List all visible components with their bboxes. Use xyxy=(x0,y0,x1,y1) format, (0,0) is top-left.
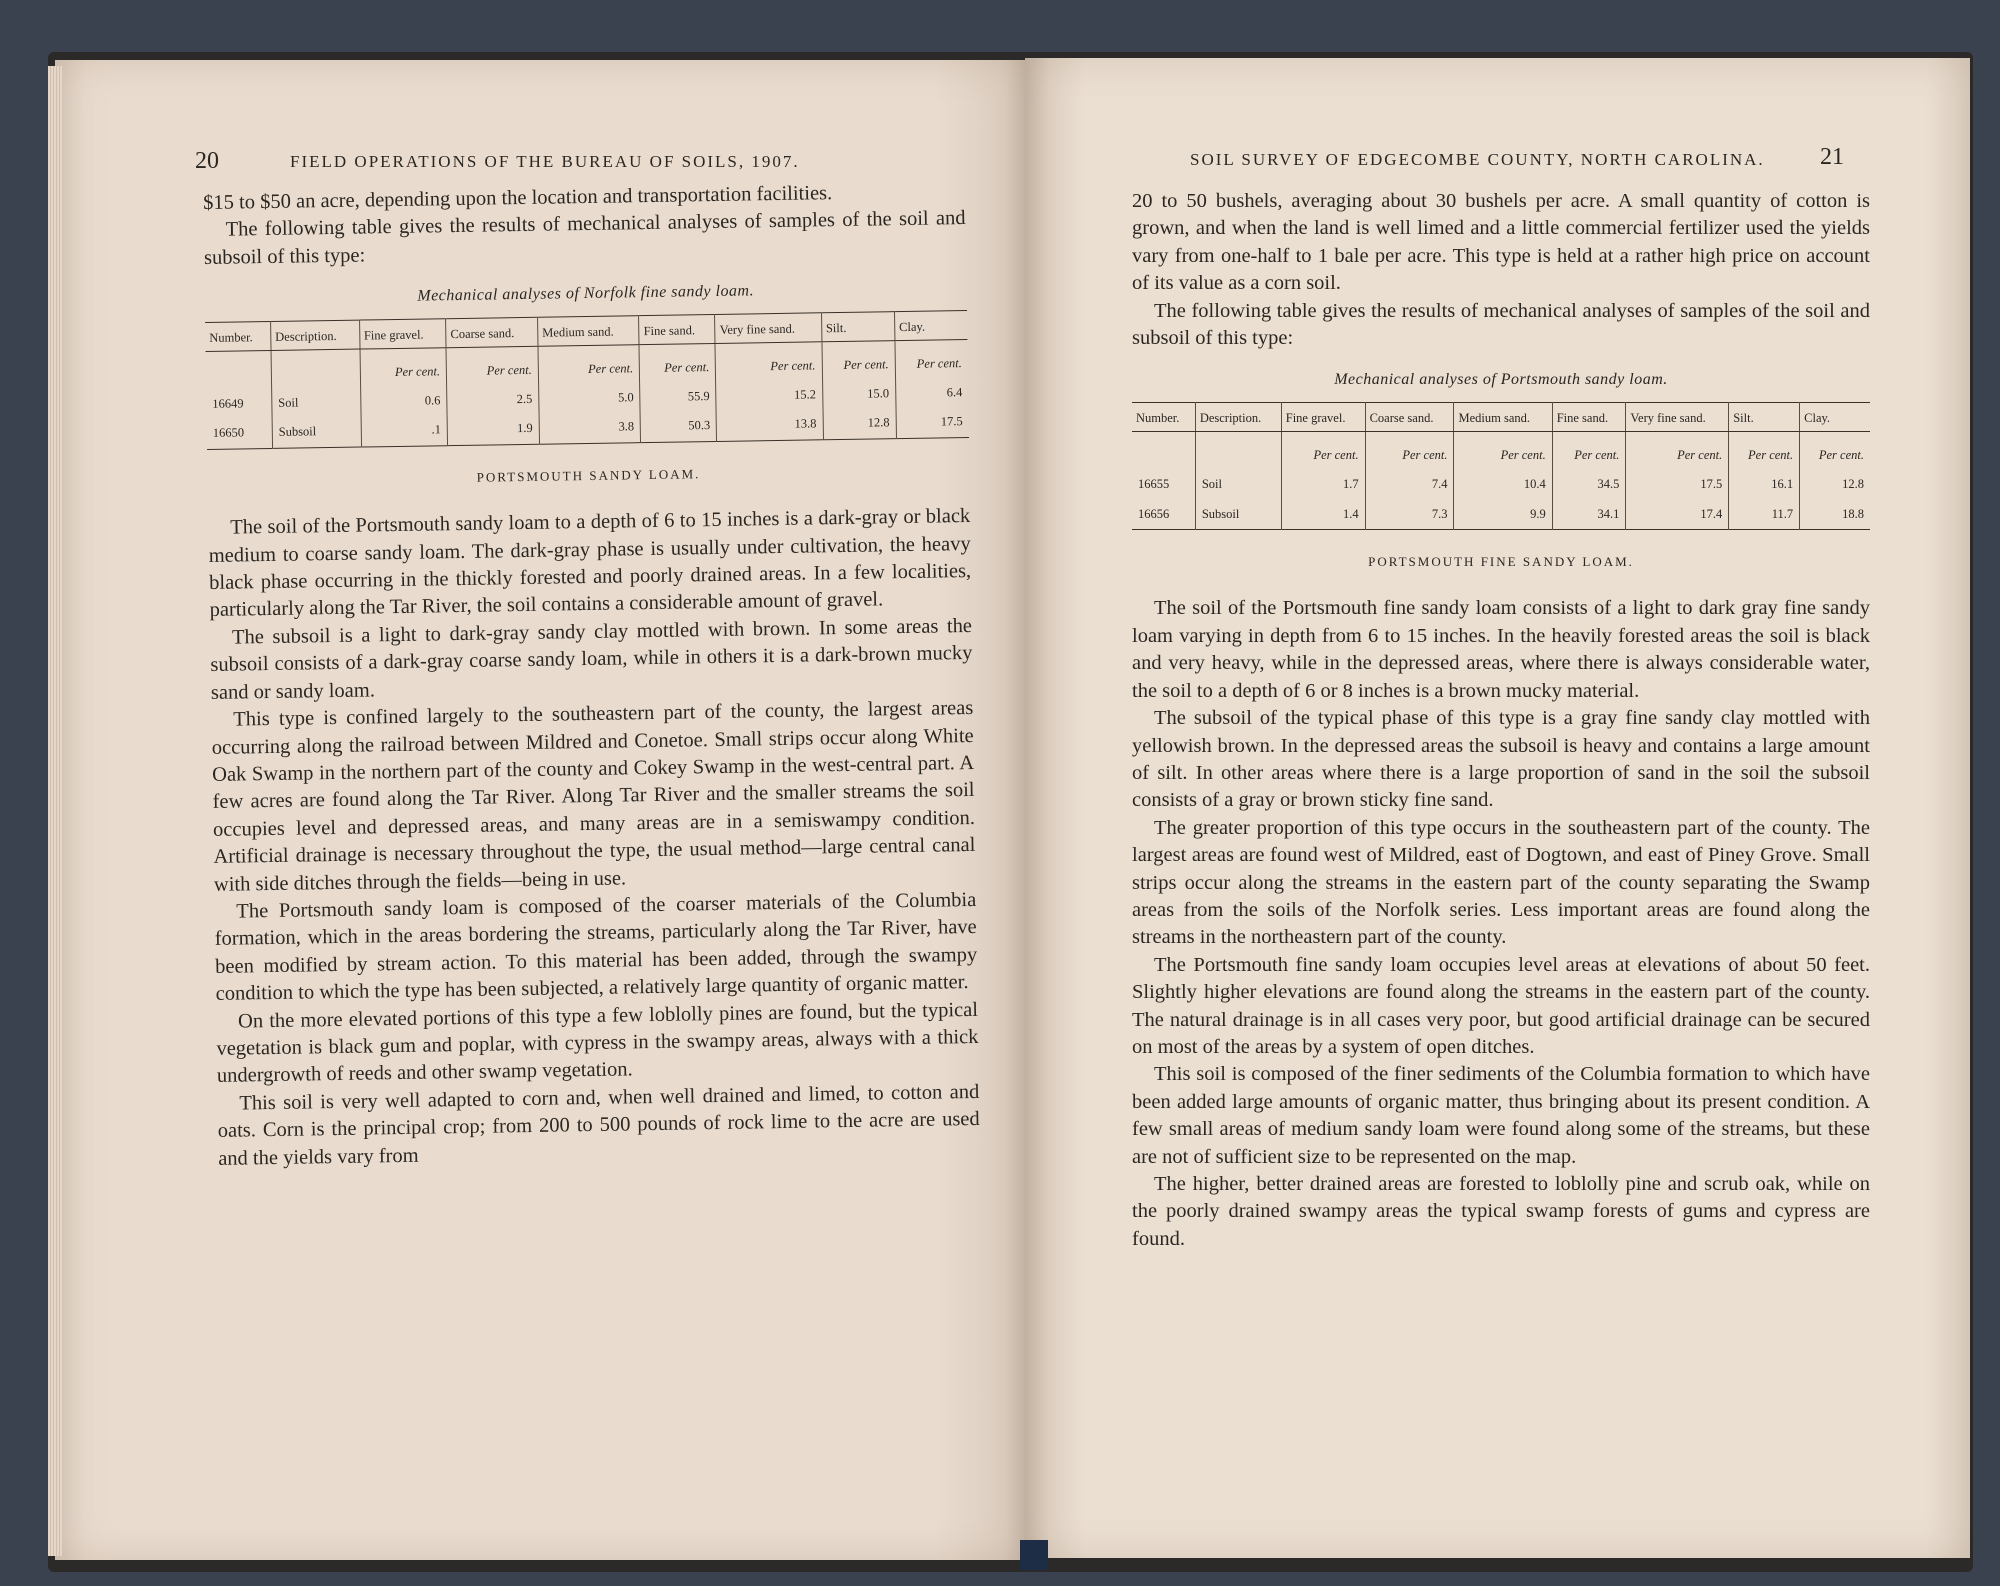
table-cell: 18.8 xyxy=(1800,500,1870,530)
paragraph: This soil is very well adapted to corn and, when well drained and limed, to cotton and oats. Corn is the principal crop; from 200 to 500 pounds of rock lime to the acre are used and the yields vary from xyxy=(217,1080,980,1170)
right-page xyxy=(1025,58,1970,1558)
table-cell: 1.4 xyxy=(1281,500,1365,530)
table-cell: 3.8 xyxy=(539,413,641,444)
table-cell: Per cent. xyxy=(822,340,896,380)
units-row xyxy=(1132,431,1870,470)
paragraph: This soil is composed of the finer sediments of the Columbia formation to which have been added large amounts of organic matter, thus bringing about its present condition. A few small areas of medium sandy loam were found along some of the streams, but these are not of sufficient size to be represented on the map. xyxy=(1132,1063,1870,1168)
table-cell: Per cent. xyxy=(360,347,447,387)
table-cell: 55.9 xyxy=(640,382,717,413)
table-cell: 15.2 xyxy=(716,380,823,411)
table-cell: Per cent. xyxy=(1454,431,1552,470)
column-header: Coarse sand. xyxy=(1365,402,1454,431)
sample-number: 16655 xyxy=(1138,477,1170,492)
table-cell: 1.9 xyxy=(447,414,539,445)
column-header: Fine gravel. xyxy=(359,318,446,348)
table-cell: Per cent. xyxy=(1626,431,1729,470)
paragraph: The soil of the Portsmouth sandy loam to a depth of 6 to 15 inches is a dark-gray or black medium to coarse sandy loam. The dark-gray phase is usually under cultivation, the heavy black phase occurring in the thickly forested and poorly drained areas. In a few localities, particularly along the Tar River, the soil contains a considerable amount of gravel. xyxy=(208,505,972,622)
sample-number: 16650 xyxy=(212,425,245,441)
table-cell: Per cent. xyxy=(1800,431,1870,470)
table-header-row xyxy=(1132,402,1870,431)
analysis-table-norfolk xyxy=(205,310,969,450)
column-header: Medium sand. xyxy=(537,315,639,346)
table-row xyxy=(1132,500,1870,530)
column-header: Coarse sand. xyxy=(446,317,538,347)
table-cell: .1 xyxy=(361,416,448,447)
left-page xyxy=(55,60,1025,1560)
table-cell: 2.5 xyxy=(447,385,539,416)
sample-description: Soil xyxy=(1195,470,1281,499)
table-cell: 17.4 xyxy=(1626,500,1729,530)
right-text-block xyxy=(1132,188,1870,1253)
paragraph: The soil of the Portsmouth fine sandy loam consists of a light to dark gray fine sandy loam varying in depth from 6 to 15 inches. In the heavily forested areas the soil is black and very heavy, while in the depressed areas, where there is always considerable water, the soil to a depth of 6 or 8 inches is a brown mucky material. xyxy=(1132,597,1870,702)
paragraph: The higher, better drained areas are forested to loblolly pine and scrub oak, while on the poorly drained swampy areas the typical swamp forests of gums and cypress are found. xyxy=(1132,1173,1870,1250)
table-cell xyxy=(1132,431,1195,470)
table-cell: 1.7 xyxy=(1281,470,1365,499)
table-cell: 0.6 xyxy=(360,386,447,417)
column-header: Very fine sand. xyxy=(715,312,822,343)
table-caption: Mechanical analyses of Norfolk fine sandy loam. xyxy=(417,282,755,305)
table-cell: 10.4 xyxy=(1454,470,1552,499)
column-header: Silt. xyxy=(821,311,895,341)
paragraph: This type is confined largely to the southeastern part of the county, the largest areas occurring along the railroad between Mildred and Conetoe. Small strips occur along White Oak Swamp in the northern part of the county and Cokey Swamp in the west-central part. A few acres are found along the Tar River. Along Tar River and the smaller streams the soil occupies level and depressed areas, and many areas are in a semiswampy condition. Artificial drainage is necessary throughout the type, the usual method—large central canal with side ditches through the fields—being in use. xyxy=(211,697,976,896)
sample-number: 16649 xyxy=(212,396,244,411)
table-cell: Per cent. xyxy=(446,346,538,386)
table-cell: 7.3 xyxy=(1365,500,1454,530)
paragraph: 20 to 50 bushels, averaging about 30 bushels per acre. A small quantity of cotton is grown, and when the land is well limed and a little commercial fertilizer used the yields vary from one-half to 1 bale per acre. This type is held at a rather high price on account of its value as a corn soil. xyxy=(1132,190,1870,295)
table-row xyxy=(1132,470,1870,499)
sample-description: Subsoil xyxy=(272,417,361,448)
sample-number: 16656 xyxy=(1138,506,1170,521)
table-cell: 6.4 xyxy=(895,378,968,409)
paragraph: $15 to $50 an acre, depending upon the location and transportation facilities. xyxy=(203,182,833,214)
column-header: Medium sand. xyxy=(1454,402,1552,431)
table-cell: 50.3 xyxy=(640,411,717,442)
table-cell: 7.4 xyxy=(1365,470,1454,499)
column-header: Number. xyxy=(205,321,271,351)
sample-description: Soil xyxy=(272,388,361,419)
table-cell: 15.0 xyxy=(822,379,896,410)
paragraph: The Portsmouth sandy loam is composed of the coarser materials of the Columbia formation, which in the areas bordering the streams, particularly along the Tar River, have been modified by stream action. To this material has been added, through the swampy condition to which the type has been subjected, a relatively large quantity of organic matter. xyxy=(214,888,978,1006)
section-heading: PORTSMOUTH FINE SANDY LOAM. xyxy=(1368,554,1634,570)
column-header: Description. xyxy=(270,320,359,350)
spine-binding xyxy=(1020,1540,1048,1570)
sample-description: Subsoil xyxy=(1195,500,1281,530)
table-cell: 11.7 xyxy=(1729,500,1800,530)
table-cell: Per cent. xyxy=(1365,431,1454,470)
paragraph: The Portsmouth fine sandy loam occupies level areas at elevations of about 50 feet. Slightly higher elevations are found along the streams in the eastern part of the county. The natural drainage is in all cases very poor, but good artificial drainage can be secured on most of the areas by a system of open ditches. xyxy=(1132,953,1870,1058)
table-cell: Per cent. xyxy=(639,343,716,383)
table-cell: 17.5 xyxy=(1626,470,1729,499)
table-cell: Per cent. xyxy=(1729,431,1800,470)
table-cell: Per cent. xyxy=(538,344,640,384)
column-header: Number. xyxy=(1132,402,1195,431)
column-header: Very fine sand. xyxy=(1626,402,1729,431)
column-header: Fine sand. xyxy=(639,314,716,344)
paragraph: The greater proportion of this type occurs in the southeastern part of the county. The largest areas are found west of Mildred, east of Dogtown, and east of Piney Grove. Small strips occur along the streams in the eastern part of the county separating the Swamp areas from the soils of the Norfolk series. Less important areas are found along the streams in the northeastern part of the county. xyxy=(1132,816,1870,949)
table-cell: Per cent. xyxy=(895,339,968,379)
left-page-number: 20 xyxy=(195,148,219,174)
paragraph: The subsoil of the typical phase of this type is a gray fine sandy clay mottled with yellowish brown. In the depressed areas the subsoil is heavy and contains a large amount of silt. In other areas where there is a large proportion of sand in the soil the subsoil consists of a gray or brown sticky fine sand. xyxy=(1132,707,1870,812)
table-cell: 17.5 xyxy=(896,407,969,438)
column-header: Clay. xyxy=(1800,402,1870,431)
table-cell: 9.9 xyxy=(1454,500,1552,530)
table-cell xyxy=(206,350,272,390)
column-header: Clay. xyxy=(894,310,967,340)
column-header: Silt. xyxy=(1729,402,1800,431)
table-cell: 5.0 xyxy=(539,383,641,414)
column-header: Fine sand. xyxy=(1552,402,1626,431)
paragraph: The subsoil is a light to dark-gray sandy clay mottled with brown. In some areas the subsoil consists of a dark-gray coarse sandy loam, while in others it is a dark-brown mucky sand or sandy loam. xyxy=(210,614,973,704)
left-text-block xyxy=(203,178,980,1173)
column-header: Description. xyxy=(1195,402,1281,431)
table-cell: Per cent. xyxy=(1281,431,1365,470)
paragraph: The following table gives the results of mechanical analyses of samples of the soil and subsoil of this type: xyxy=(203,207,966,269)
column-header: Fine gravel. xyxy=(1281,402,1365,431)
table-cell: 34.5 xyxy=(1552,470,1626,499)
paragraph: The following table gives the results of mechanical analyses of samples of the soil and subsoil of this type: xyxy=(1132,299,1870,350)
table-cell: 13.8 xyxy=(716,410,823,442)
table-cell: 12.8 xyxy=(823,409,897,440)
section-heading: PORTSMOUTH SANDY LOAM. xyxy=(476,466,701,485)
table-cell: 34.1 xyxy=(1552,500,1626,530)
left-running-head: FIELD OPERATIONS OF THE BUREAU OF SOILS, 1907. xyxy=(290,152,800,171)
paragraph: On the more elevated portions of this type a few loblolly pines are found, but the typical vegetation is black gum and poplar, with cypress in the swampy areas, always with a thick undergrowth of reeds and other swamp vegetation. xyxy=(216,998,979,1088)
table-cell: Per cent. xyxy=(1552,431,1626,470)
table-cell: Per cent. xyxy=(715,341,822,382)
table-caption: Mechanical analyses of Portsmouth sandy loam. xyxy=(1334,371,1668,389)
table-cell xyxy=(1195,431,1281,470)
table-cell xyxy=(271,349,360,389)
table-cell: 12.8 xyxy=(1800,470,1870,499)
table-cell: 16.1 xyxy=(1729,470,1800,499)
analysis-table-portsmouth xyxy=(1132,402,1870,530)
right-running-head: SOIL SURVEY OF EDGECOMBE COUNTY, NORTH CAROLINA. xyxy=(1190,150,1765,169)
right-page-number: 21 xyxy=(1820,144,1844,170)
page-edges xyxy=(48,66,62,1556)
